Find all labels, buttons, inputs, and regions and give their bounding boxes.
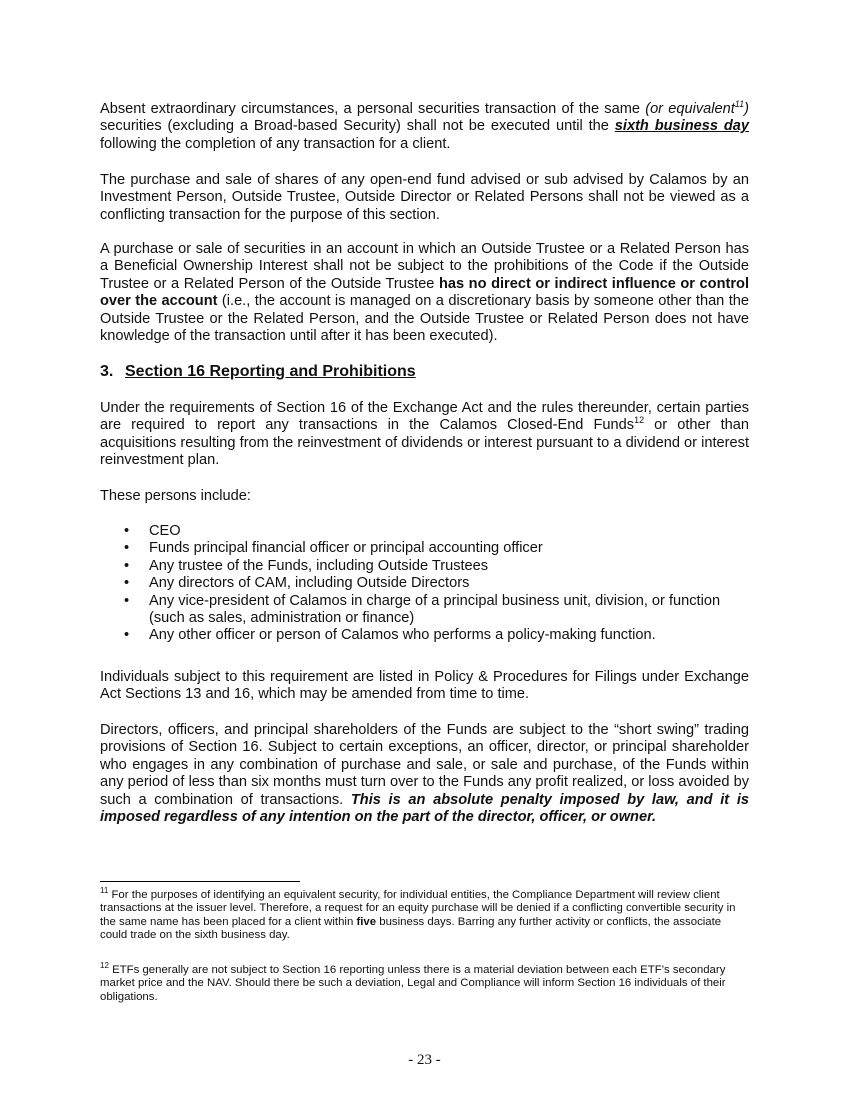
footnote-ref-12[interactable]: 12	[634, 415, 645, 426]
text-run: )	[744, 101, 749, 117]
text-run: securities (excluding a Broad-based Security) shall not be executed until the	[100, 118, 615, 135]
list-item-text: Any directors of CAM, including Outside Directors	[149, 575, 470, 592]
bullet-icon: •	[124, 575, 130, 592]
paragraph-blackout-period	[100, 101, 749, 153]
paragraph-persons-intro: These persons include:	[100, 488, 251, 504]
section-title: Section 16 Reporting and Prohibitions	[125, 363, 416, 380]
emphasis-sixth-business-day: sixth business day	[614, 118, 749, 135]
bullet-icon: •	[124, 627, 130, 644]
emphasis-no-influence: has no direct or indirect influence or control over the account	[100, 275, 749, 310]
list-item	[100, 575, 749, 592]
text-run: Absent extraordinary circumstances, a personal securities transaction of the same	[100, 101, 646, 117]
list-item	[100, 558, 749, 575]
list-item-text: CEO	[149, 523, 181, 539]
text-run: Directors, officers, and principal shareholders of the Funds are subject to the “short swing” trading provisions of Section 16. Subject to certain exceptions, an officer, director, or principal shareholder who engages in any combination of purchase and sale, or sale and purchase, of the Funds within any period of less than six months must turn over to the Funds any profit realized, or loss avoided by such a combination of transactions.	[100, 722, 749, 808]
footnote-ref-11[interactable]: 11	[734, 99, 745, 110]
persons-list	[100, 523, 749, 645]
list-item-text: Any other officer or person of Calamos who performs a policy-making function.	[149, 627, 656, 644]
paragraph-outside-trustee	[100, 241, 749, 345]
footnote-11	[100, 886, 749, 943]
text-run: For the purposes of identifying an equivalent security, for individual entities, the Compliance Department will review client transactions at the issuer level. Therefore, a request for an equity purchase will be denied if a conflicting convertible security in the same name has been placed for a client within	[100, 889, 736, 928]
list-item-text: Any vice-president of Calamos in charge of a principal business unit, division, or function (such as sales, administration or finance)	[149, 592, 721, 627]
footnote-marker: 12	[100, 961, 109, 971]
text-run: or other than acquisitions resulting from the reinvestment of dividends or interest pursuant to a dividend or interest reinvestment plan.	[100, 417, 750, 469]
text-run: (i.e., the account is managed on a discretionary basis by someone other than the Outside Trustee or the Related Person, and the Outside Trustee or Related Person does not have knowledge of the transaction until after it has been executed).	[100, 293, 749, 345]
text-run: (or equivalent	[645, 101, 735, 117]
page-number: - 23 -	[408, 1052, 441, 1068]
section-number: 3.	[100, 363, 114, 380]
paragraph-section16-requirements	[100, 400, 749, 470]
bullet-icon: •	[124, 557, 130, 574]
text-run: A purchase or sale of securities in an account in which an Outside Trustee or a Related Person has a Beneficial Ownership Interest shall not be subject to the prohibitions of the Code if the Outside Trustee or a Related Person of the Outside Trustee	[100, 241, 749, 292]
list-item-text: Any trustee of the Funds, including Outside Trustees	[149, 557, 489, 574]
paragraph-individuals-listed: Individuals subject to this requirement are listed in Policy & Procedures for Filings under Exchange Act Sections 13 and 16, which may be amended from time to time.	[100, 669, 749, 703]
bullet-icon: •	[124, 540, 130, 557]
paragraph-short-swing	[100, 722, 749, 826]
list-item	[100, 523, 749, 540]
list-item	[100, 540, 749, 557]
bullet-icon: •	[124, 592, 130, 609]
text-run: business days. Barring any further activity or conflicts, the associate could trade on the sixth business day.	[100, 915, 722, 942]
emphasis-five: five	[356, 915, 377, 928]
text-run: ETFs generally are not subject to Section 16 reporting unless there is a material deviation between each ETF’s secondary market price and the NAV. Should there be such a deviation, Legal and Compliance will inform Section 16 individuals of their obligations.	[100, 964, 726, 1003]
paragraph-open-end-fund: The purchase and sale of shares of any open-end fund advised or sub advised by Calamos by an Investment Person, Outside Trustee, Outside Director or Related Persons shall not be viewed as a conflicting transaction for the purpose of this section.	[100, 172, 749, 223]
emphasis-absolute-penalty: This is an absolute penalty imposed by law, and it is imposed regardless of any intention on the part of the director, officer, or owner.	[100, 791, 749, 826]
list-item-text: Funds principal financial officer or principal accounting officer	[149, 540, 543, 557]
text-run: following the completion of any transaction for a client.	[100, 135, 451, 152]
footnote-separator	[100, 881, 300, 882]
list-item	[100, 627, 749, 644]
text-run-italic	[645, 101, 749, 117]
bullet-icon: •	[124, 523, 130, 539]
footnote-12	[100, 961, 749, 1004]
text-run: Under the requirements of Section 16 of the Exchange Act and the rules thereunder, certain parties are required to report any transactions in the Calamos Closed-End Funds	[100, 400, 749, 434]
footnote-marker: 11	[100, 886, 109, 896]
section-heading	[100, 362, 416, 381]
list-item	[100, 593, 749, 628]
